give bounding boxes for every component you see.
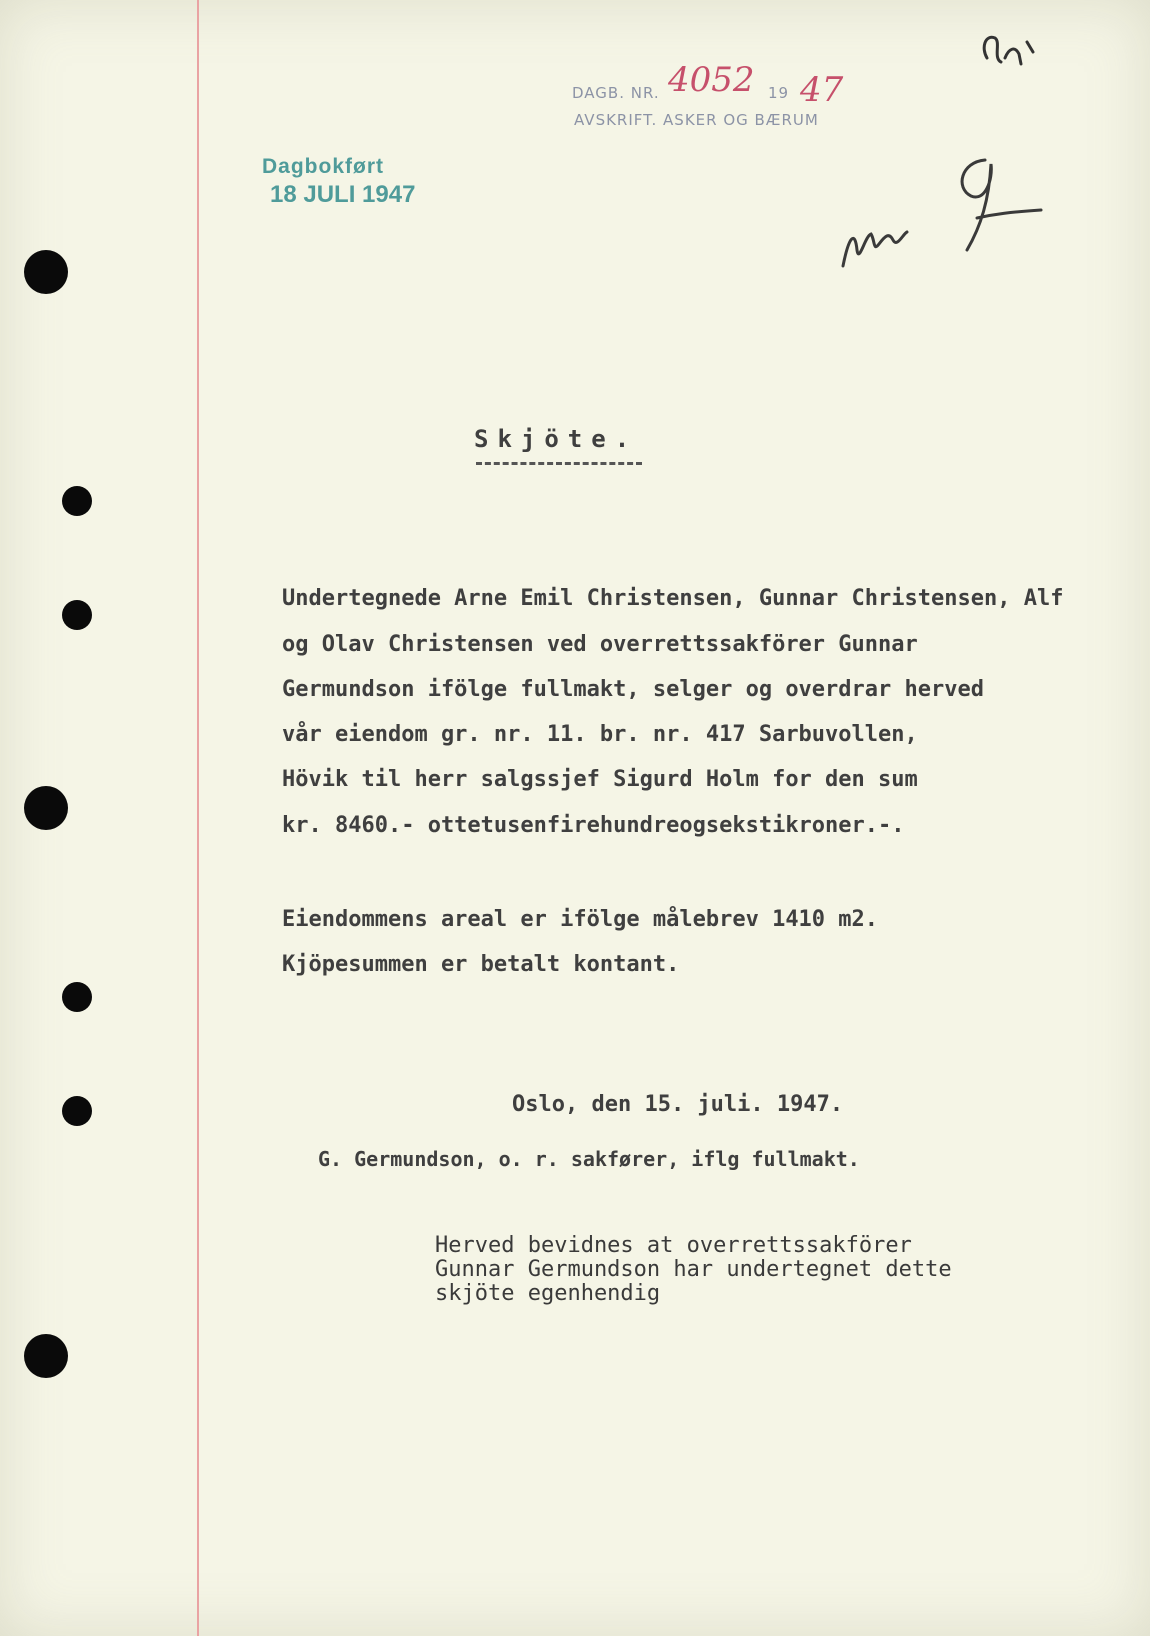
punch-hole <box>24 1334 68 1378</box>
punch-hole <box>24 786 68 830</box>
pencil-mark-icon <box>975 28 1045 73</box>
area-line-2: Kjöpesummen er betalt kontant. <box>282 952 680 977</box>
dagbokfort-label: Dagbokført <box>262 155 384 178</box>
punch-hole <box>62 600 92 630</box>
place-date: Oslo, den 15. juli. 1947. <box>512 1092 844 1117</box>
punch-hole <box>24 250 68 294</box>
body-line-2: og Olav Christensen ved overrettssakförer Gunnar <box>282 632 918 657</box>
dagbokfort-date: 18 JULI 1947 <box>270 181 416 208</box>
punch-hole <box>62 486 92 516</box>
handwritten-initials-icon <box>835 140 1075 280</box>
punch-hole <box>62 1096 92 1126</box>
body-line-1: Undertegnede Arne Emil Christensen, Gunnar Christensen, Alf <box>282 586 1064 611</box>
avskrift-stamp: AVSKRIFT. ASKER OG BÆRUM <box>574 111 819 129</box>
year-prefix: 19 <box>768 84 790 102</box>
year-handwritten: 47 <box>800 70 844 110</box>
dagb-nr-label: DAGB. NR. <box>572 84 660 102</box>
signature-line: G. Germundson, o. r. sakfører, iflg fullmakt. <box>318 1147 860 1171</box>
body-line-6: kr. 8460.- ottetusenfirehundreogsekstikroner.-. <box>282 813 905 838</box>
title-underline <box>476 462 642 465</box>
body-line-4: vår eiendom gr. nr. 11. br. nr. 417 Sarbuvollen, <box>282 722 918 747</box>
dagb-nr-handwritten: 4052 <box>668 60 755 100</box>
punch-hole <box>62 982 92 1012</box>
body-line-3: Germundson ifölge fullmakt, selger og overdrar herved <box>282 677 984 702</box>
body-line-5: Hövik til herr salgssjef Sigurd Holm for den sum <box>282 767 918 792</box>
attest-line-3: skjöte egenhendig <box>435 1281 661 1306</box>
attest-line-2: Gunnar Germundson har undertegnet dette <box>435 1257 952 1282</box>
margin-rule <box>197 0 199 1636</box>
area-line-1: Eiendommens areal er ifölge målebrev 1410 m2. <box>282 907 879 932</box>
attest-line-1: Herved bevidnes at overrettssakförer <box>435 1233 912 1258</box>
document-title: Skjöte. <box>474 425 639 453</box>
